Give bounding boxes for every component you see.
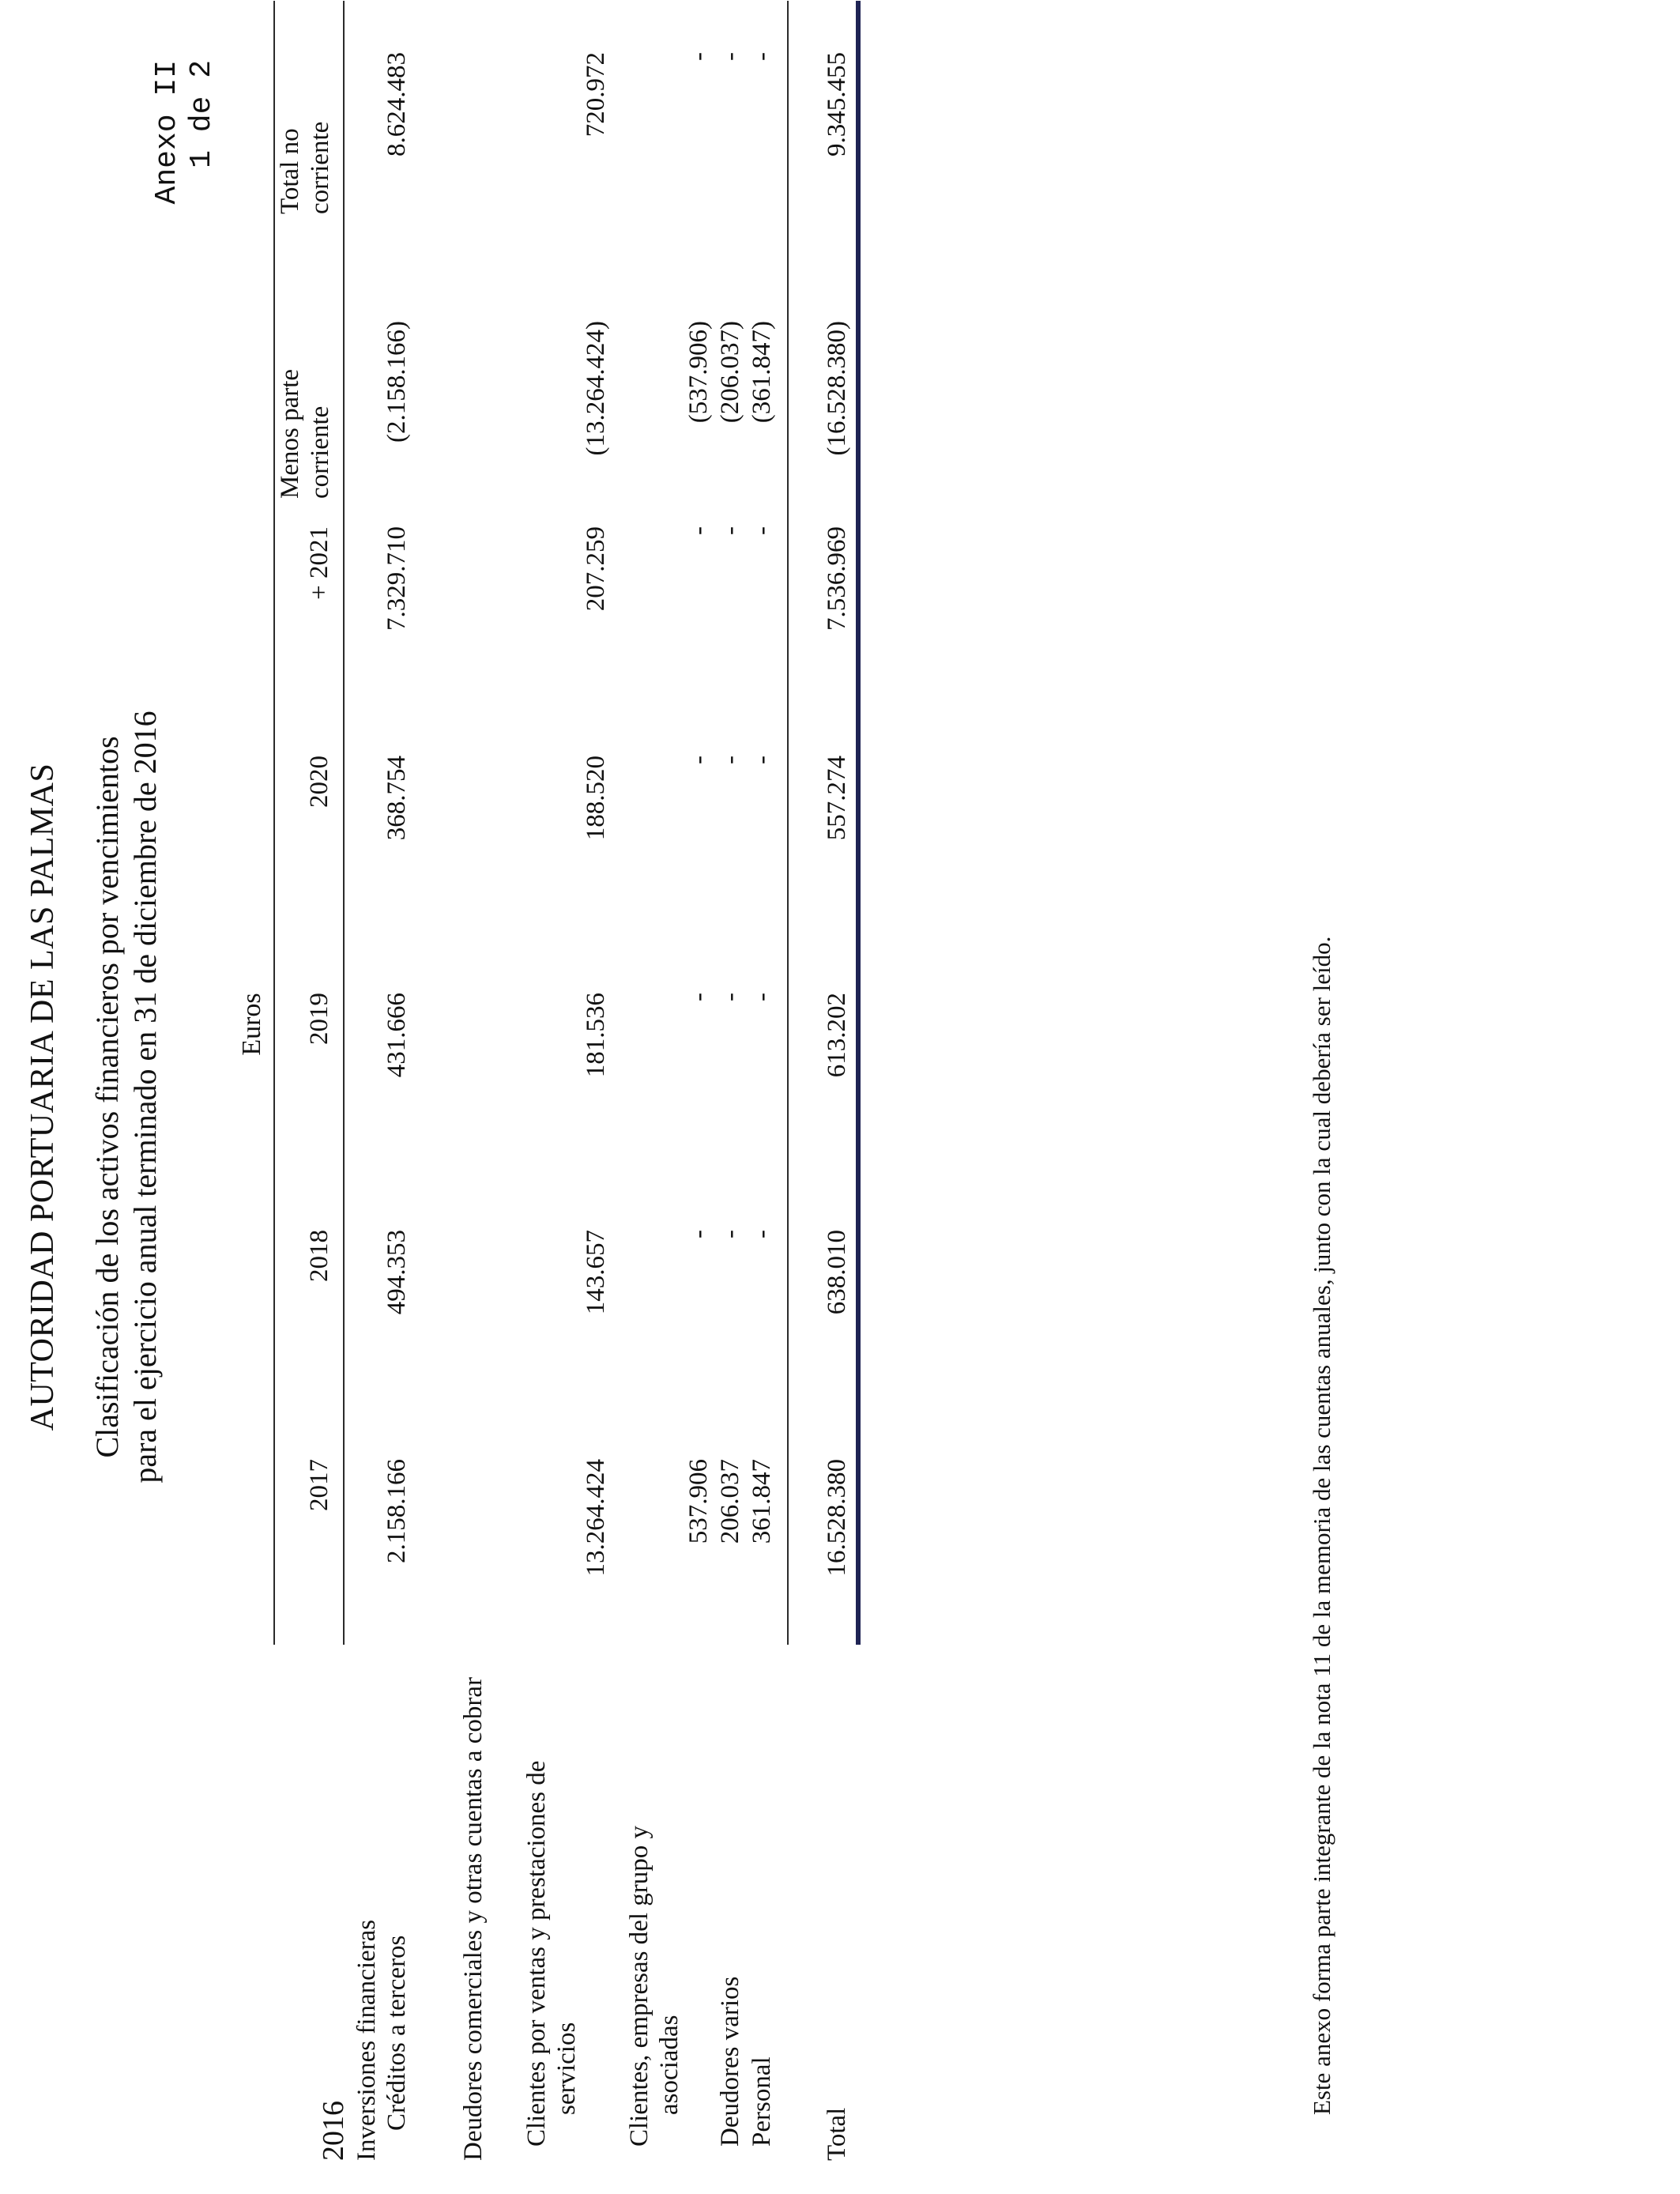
col-header-menos-line1: Menos parte (276, 368, 304, 499)
row-label-deudores-varios: Deudores varios (716, 1976, 744, 2147)
cell-total-2021: 7.536.969 (823, 526, 851, 631)
col-header-2021-plus: + 2021 (305, 526, 333, 600)
row-label-clientes-grupo-line1: Clientes, empresas del grupo y (625, 1826, 654, 2147)
cell-deudores-varios-2019: - (716, 993, 744, 1001)
row-label-clientes-ventas (522, 1657, 582, 2147)
cell-deudores-varios-2020: - (716, 756, 744, 764)
cell-personal-2018: - (748, 1230, 776, 1238)
col-header-total-line1: Total no (276, 128, 304, 214)
cell-deudores-varios-2018: - (716, 1230, 744, 1238)
row-label-creditos-terceros: Créditos a terceros (382, 1935, 411, 2131)
cell-clientes-ventas-2017: 13.264.424 (582, 1459, 610, 1577)
cell-creditos-total: 8.624.483 (382, 52, 411, 156)
cell-clientes-ventas-2021: 207.259 (582, 526, 610, 612)
cell-creditos-2017: 2.158.166 (382, 1459, 411, 1563)
cell-clientes-grupo-2020: - (684, 756, 713, 764)
col-header-2019: 2019 (305, 993, 333, 1045)
organization-title: AUTORIDAD PORTUARIA DE LAS PALMAS (24, 763, 61, 1431)
currency-unit-label: Euros (237, 993, 266, 1056)
col-header-total-no-corriente (275, 32, 335, 214)
row-label-clientes-ventas-line2: servicios (552, 2022, 581, 2115)
group-label-deudores: Deudores comerciales y otras cuentas a cobrar (459, 1676, 488, 2161)
cell-personal-menos: (361.847) (748, 321, 776, 424)
header-bottom-rule (343, 1, 345, 1645)
cell-personal-2021: - (748, 526, 776, 535)
row-label-clientes-ventas-line1: Clientes por ventas y prestaciones de (522, 1760, 551, 2147)
cell-total-total: 9.345.455 (823, 52, 851, 156)
cell-deudores-varios-2017: 206.037 (716, 1459, 744, 1544)
report-subtitle-line2: para el ejercicio anual terminado en 31 de diciembre de 2016 (127, 711, 163, 1483)
cell-creditos-2018: 494.353 (382, 1230, 411, 1315)
total-underline-rule (856, 1, 861, 1645)
cell-personal-2020: - (748, 756, 776, 764)
col-header-total-line2: corriente (306, 121, 334, 214)
annex-page-number: 1 de 2 (185, 60, 219, 168)
cell-total-2020: 557.274 (823, 756, 851, 841)
section-year-label: 2016 (317, 2101, 350, 2161)
cell-creditos-menos: (2.158.166) (382, 321, 411, 443)
col-header-2020: 2020 (305, 756, 333, 808)
annex-footnote: Este anexo forma parte integrante de la nota 11 de la memoria de las cuentas anuales, junto con la cual debería ser leído. (1308, 936, 1335, 2115)
row-label-clientes-grupo-line2: asociadas (655, 2015, 684, 2115)
pre-total-rule (787, 1, 789, 1645)
cell-clientes-ventas-2020: 188.520 (582, 756, 610, 841)
cell-deudores-varios-menos: (206.037) (716, 321, 744, 424)
header-top-rule (273, 1, 275, 1645)
cell-clientes-ventas-2018: 143.657 (582, 1230, 610, 1315)
report-subtitle-line1: Clasificación de los activos financieros por vencimientos (89, 736, 125, 1458)
cell-clientes-ventas-menos: (13.264.424) (582, 321, 610, 456)
col-header-2017: 2017 (305, 1459, 333, 1511)
cell-clientes-grupo-menos: (537.906) (684, 321, 713, 424)
cell-total-2019: 613.202 (823, 993, 851, 1078)
cell-clientes-ventas-2019: 181.536 (582, 993, 610, 1078)
cell-personal-total: - (748, 52, 776, 61)
col-header-menos-parte-corriente (275, 317, 335, 499)
cell-total-2018: 638.010 (823, 1230, 851, 1315)
cell-creditos-2021: 7.329.710 (382, 526, 411, 631)
row-label-total: Total (823, 2107, 851, 2161)
cell-clientes-grupo-2017: 537.906 (684, 1459, 713, 1544)
cell-personal-2017: 361.847 (748, 1459, 776, 1544)
cell-total-2017: 16.528.380 (823, 1459, 851, 1577)
cell-clientes-grupo-2019: - (684, 993, 713, 1001)
row-label-personal: Personal (748, 2056, 776, 2147)
cell-deudores-varios-total: - (716, 52, 744, 61)
cell-clientes-grupo-2021: - (684, 526, 713, 535)
col-header-2018: 2018 (305, 1230, 333, 1282)
group-label-inversiones: Inversiones financieras (352, 1919, 381, 2161)
cell-deudores-varios-2021: - (716, 526, 744, 535)
row-label-clientes-grupo (624, 1657, 684, 2147)
cell-personal-2019: - (748, 993, 776, 1001)
annex-label: Anexo II (150, 60, 184, 205)
cell-creditos-2019: 431.666 (382, 993, 411, 1078)
cell-creditos-2020: 368.754 (382, 756, 411, 841)
cell-total-menos: (16.528.380) (823, 321, 851, 456)
cell-clientes-grupo-total: - (684, 52, 713, 61)
cell-clientes-ventas-total: 720.972 (582, 52, 610, 138)
col-header-menos-line2: corriente (306, 405, 334, 499)
cell-clientes-grupo-2018: - (684, 1230, 713, 1238)
